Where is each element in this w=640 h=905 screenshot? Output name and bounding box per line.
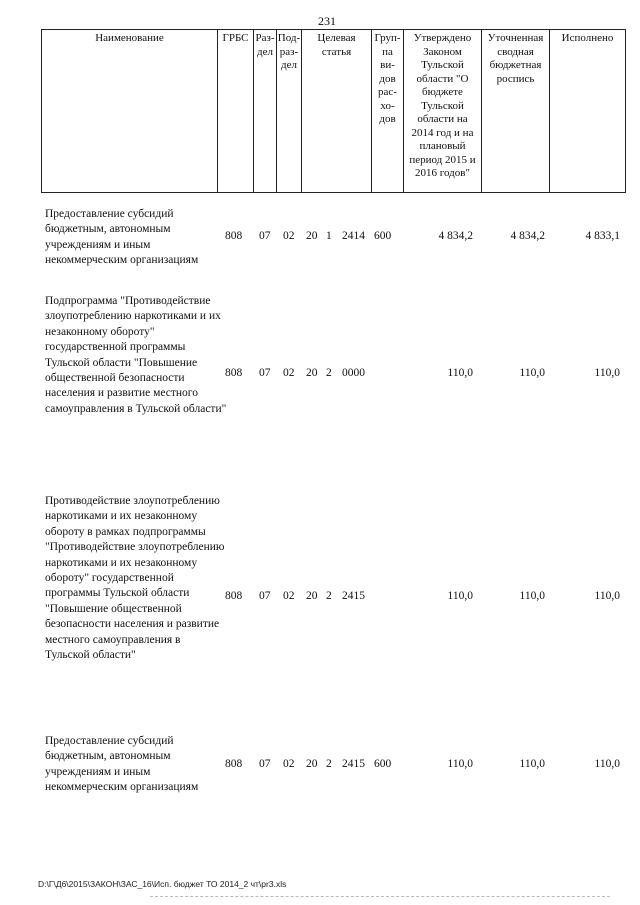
row-executed: 4 833,1 [585, 230, 620, 242]
row-refined: 110,0 [519, 590, 545, 602]
row-name: Подпрограмма "Противодействие злоупотреблению наркотиками и их незаконному обороту" государственной программы Тульской области "Повышение общественной безопасности населения и развитие местного самоуправления в Тульской области" [45, 295, 227, 415]
row-razdel: 07 [259, 230, 271, 242]
header-approved: Утверждено Законом Тульской области "О бюджете Тульской области на 2014 год и на плановый период 2015 и 2016 годов" [403, 29, 481, 193]
row-refined: 110,0 [519, 758, 545, 770]
row-approved: 110,0 [447, 758, 473, 770]
header-executed: Исполнено [549, 29, 626, 193]
row-podrazdel: 02 [283, 367, 295, 379]
row-grbs: 808 [225, 758, 243, 770]
row-grbs: 808 [225, 230, 243, 242]
row-cs1: 20 [306, 367, 318, 379]
row-podrazdel: 02 [283, 230, 295, 242]
row-cs2: 2 [326, 590, 332, 602]
row-executed: 110,0 [594, 590, 620, 602]
header-podrazdel: Под- раз- дел [276, 29, 301, 193]
footer-file-path: D:\Г\Д6\2015\ЗАКОН\ЗАС_16\Исп. бюджет ТО 2014_2 чт\pr3.xls [38, 879, 287, 889]
row-name: Предоставление субсидий бюджетным, автономным учреждениям и иным некоммерческим организациям [45, 735, 199, 794]
row-cs3: 2414 [342, 230, 365, 242]
header-name: Наименование [41, 29, 217, 193]
row-cs3: 0000 [342, 367, 365, 379]
row-refined: 110,0 [519, 367, 545, 379]
header-refined: Уточненная сводная бюджетная роспись [481, 29, 549, 193]
row-podrazdel: 02 [283, 590, 295, 602]
row-executed: 110,0 [594, 758, 620, 770]
row-cs1: 20 [306, 590, 318, 602]
header-grbs: ГРБС [217, 29, 253, 193]
row-group: 600 [374, 230, 392, 242]
row-cs1: 20 [306, 758, 318, 770]
row-razdel: 07 [259, 367, 271, 379]
row-group: 600 [374, 758, 392, 770]
header-razdel: Раз- дел [253, 29, 276, 193]
page-number: 231 [318, 14, 336, 28]
row-approved: 4 834,2 [438, 230, 473, 242]
row-approved: 110,0 [447, 367, 473, 379]
row-grbs: 808 [225, 367, 243, 379]
row-approved: 110,0 [447, 590, 473, 602]
header-target-article: Целевая статья [301, 29, 371, 193]
row-executed: 110,0 [594, 367, 620, 379]
scan-artifact-line [150, 896, 610, 897]
row-cs2: 2 [326, 758, 332, 770]
row-grbs: 808 [225, 590, 243, 602]
row-name: Предоставление субсидий бюджетным, автономным учреждениям и иным некоммерческим организациям [45, 208, 199, 267]
row-cs1: 20 [306, 230, 318, 242]
row-podrazdel: 02 [283, 758, 295, 770]
row-name: Противодействие злоупотреблению наркотиками и их незаконному обороту в рамках подпрограммы "Противодействие злоупотреблению наркотиками и их незаконному обороту" государственной программы Тульской области "Повышение общественной безопасности населения и развитие местного самоуправления в Тульской области" [45, 495, 225, 662]
row-cs3: 2415 [342, 758, 365, 770]
row-cs2: 1 [326, 230, 332, 242]
header-expense-group: Груп- па ви- дов рас- хо- дов [371, 29, 403, 193]
row-razdel: 07 [259, 758, 271, 770]
row-cs2: 2 [326, 367, 332, 379]
row-refined: 4 834,2 [510, 230, 545, 242]
row-razdel: 07 [259, 590, 271, 602]
row-cs3: 2415 [342, 590, 365, 602]
